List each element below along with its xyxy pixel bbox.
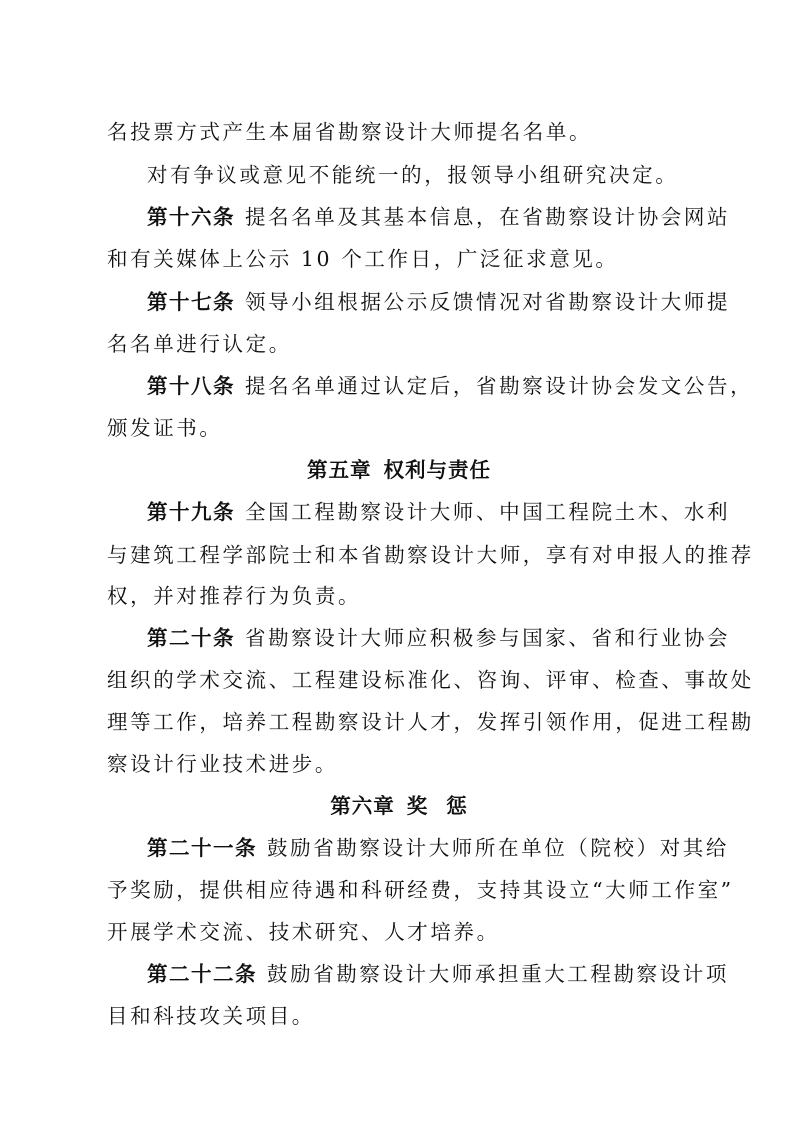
article-18 — [147, 371, 754, 401]
article-21 — [147, 833, 729, 863]
article-21-number: 第二十一条 — [147, 836, 257, 860]
chapter-6-number: 第六章 — [330, 794, 395, 818]
article-22-number: 第二十二条 — [147, 962, 257, 986]
article-16-number: 第十六条 — [147, 205, 235, 229]
article-16-line-2: 和有关媒体上公示 10 个工作日，广泛征求意见。 — [107, 247, 619, 271]
article-19-line-1: 全国工程勘察设计大师、中国工程院土木、水利 — [245, 500, 731, 524]
article-20-line-1: 省勘察设计大师应积极参与国家、省和行业协会 — [245, 626, 731, 650]
chapter-5-number: 第五章 — [307, 458, 372, 482]
chapter-6-title-part-2: 惩 — [446, 794, 468, 818]
article-17-line-2: 名名单进行认定。 — [107, 332, 292, 356]
article-17 — [147, 287, 731, 317]
article-19 — [147, 497, 731, 527]
article-19-line-2: 与建筑工程学部院士和本省勘察设计大师，享有对申报人的推荐 — [107, 543, 754, 567]
article-19-line-3: 权，并对推荐行为负责。 — [107, 584, 362, 608]
article-20-line-2: 组织的学术交流、工程建设标准化、咨询、评审、检查、事故处 — [107, 668, 754, 692]
article-19-number: 第十九条 — [147, 500, 235, 524]
intro-line-2: 对有争议或意见不能统一的，报领导小组研究决定。 — [147, 163, 679, 187]
article-21-line-1: 鼓励省勘察设计大师所在单位（院校）对其给 — [267, 836, 729, 860]
article-20 — [147, 623, 731, 653]
chapter-5-title: 权利与责任 — [383, 458, 491, 482]
article-22-line-1: 鼓励省勘察设计大师承担重大工程勘察设计项 — [267, 962, 729, 986]
article-18-line-1: 提名名单通过认定后，省勘察设计协会发文公告， — [245, 374, 754, 398]
article-20-line-4: 察设计行业技术进步。 — [107, 752, 338, 776]
article-20-line-3: 理等工作，培养工程勘察设计人才，发挥引领作用，促进工程勘 — [107, 710, 754, 734]
article-21-line-2: 予奖励，提供相应待遇和科研经费，支持其设立“大师工作室” — [107, 878, 734, 902]
article-22 — [147, 959, 729, 989]
article-17-number: 第十七条 — [147, 290, 235, 314]
article-21-line-3: 开展学术交流、技术研究、人才培养。 — [107, 920, 500, 944]
chapter-6-heading — [107, 791, 691, 821]
chapter-6-title-part-1: 奖 — [406, 794, 429, 818]
article-18-line-2: 颁发证书。 — [107, 416, 223, 440]
chapter-5-heading — [107, 455, 691, 485]
article-17-line-1: 领导小组根据公示反馈情况对省勘察设计大师提 — [245, 290, 731, 314]
article-16 — [147, 202, 731, 232]
article-22-line-2: 目和科技攻关项目。 — [107, 1004, 315, 1028]
article-20-number: 第二十条 — [147, 626, 235, 650]
article-16-line-1: 提名名单及其基本信息，在省勘察设计协会网站 — [245, 205, 731, 229]
intro-line-1: 名投票方式产生本届省勘察设计大师提名名单。 — [107, 120, 593, 144]
article-18-number: 第十八条 — [147, 374, 235, 398]
